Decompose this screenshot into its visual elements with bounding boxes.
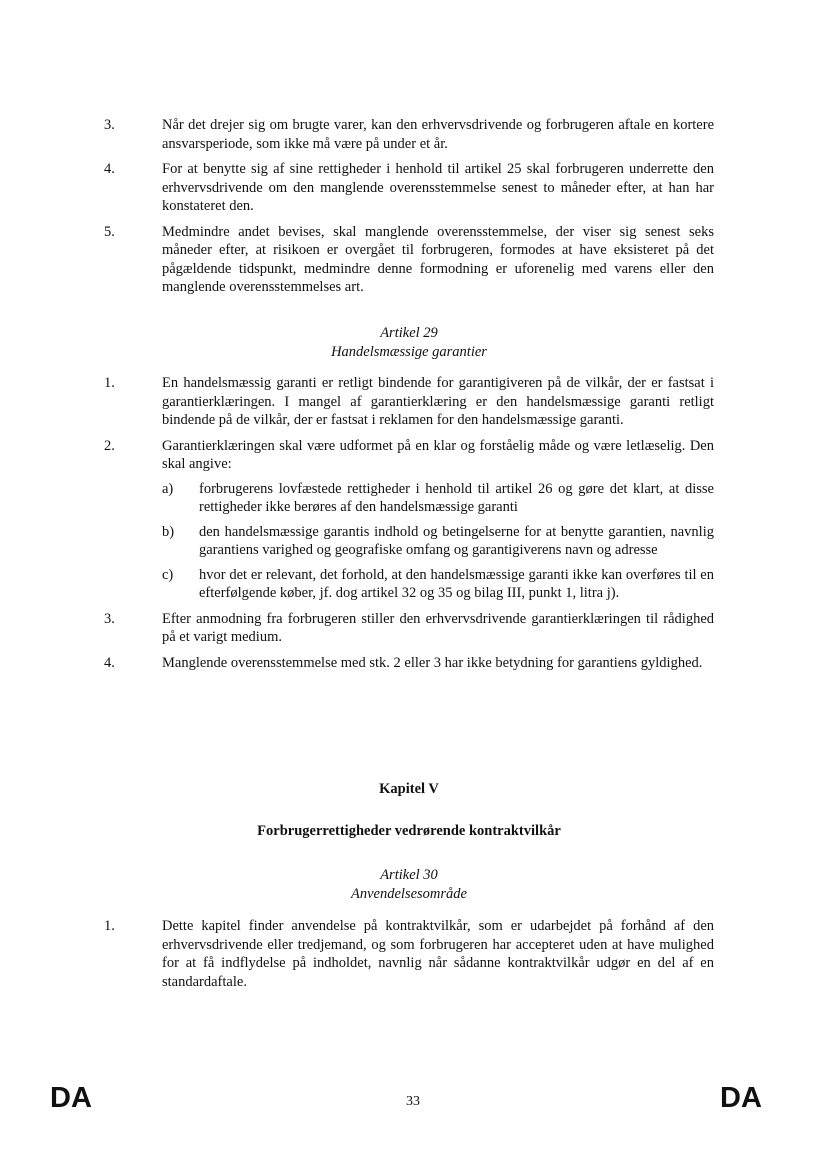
- item-number: 5.: [104, 223, 115, 240]
- item-text: For at benytte sig af sine rettigheder i henhold til artikel 25 skal forbrugeren underrette den erhvervsdrivende om den manglende overensstemmelse senest to måneder efter, at han har konstateret den.: [162, 161, 714, 214]
- footer-language-code-left: DA: [50, 1082, 92, 1114]
- sub-item-text: hvor det er relevant, det forhold, at den handelsmæssige garanti ikke kan overføres til en efterfølgende køber, jf. dog artikel 32 og 35 og bilag III, punkt 1, litra j).: [199, 566, 714, 601]
- article-29-number: Artikel 29: [380, 325, 438, 341]
- item-number: 4.: [104, 161, 115, 177]
- sub-item: [162, 566, 714, 603]
- chapter-label: Kapitel V: [379, 781, 439, 797]
- sub-item-text: den handelsmæssige garantis indhold og betingelserne for at benytte garantien, navnlig garantiens varighed og geografiske omfang og garantigiverens navn og adresse: [199, 523, 714, 558]
- item-text: Garantierklæringen skal være udformet på en klar og forståelig måde og være letlæselig. Den skal angive:: [162, 437, 714, 472]
- sub-item: [162, 523, 714, 560]
- list-item: [104, 610, 714, 647]
- item-body: [162, 437, 714, 603]
- list-item: [104, 917, 714, 991]
- item-number: 1.: [104, 918, 115, 934]
- sub-item-text: forbrugerens lovfæstede rettigheder i henhold til artikel 26 og gøre det klart, at disse rettigheder ikke berøres af den handelsmæssige garanti: [199, 480, 714, 515]
- item-number: 2.: [104, 437, 115, 454]
- chapter-title: Forbrugerrettigheder vedrørende kontraktvilkår: [257, 823, 561, 839]
- list-a: [104, 116, 714, 304]
- item-text: Dette kapitel finder anvendelse på kontraktvilkår, som er udarbejdet på forhånd af den erhvervsdrivende eller tredjemand, og som forbrugeren har accepteret uden at have mulighed for at få indflydelse på indholdet, navnlig når sådanne kontraktvilkår udgør en del af en standardaftale.: [162, 918, 714, 990]
- article-29-title: Handelsmæssige garantier: [331, 344, 487, 360]
- list-item: [104, 116, 714, 153]
- item-number: 1.: [104, 375, 115, 391]
- list-item: [104, 223, 714, 297]
- item-number: 3.: [104, 610, 115, 627]
- item-text: Efter anmodning fra forbrugeren stiller den erhvervsdrivende garantierklæringen til rådighed på et varigt medium.: [162, 610, 714, 645]
- sub-item-letter: b): [162, 523, 175, 540]
- item-text: Medmindre andet bevises, skal manglende overensstemmelse, der viser sig senest seks måneder efter, at risikoen er overgået til forbrugeren, formodes at have eksisteret på det pågældende tidspunkt, medmindre denne formodning er uforenelig med varens eller den manglende overensstemmelses art.: [162, 223, 714, 295]
- item-number: 3.: [104, 117, 115, 133]
- list-item: [104, 437, 714, 603]
- list-item: [104, 160, 714, 216]
- list-b: [104, 374, 714, 679]
- sub-item: [162, 480, 714, 517]
- article-30-number: Artikel 30: [380, 867, 438, 883]
- footer-language-code-right: DA: [720, 1082, 762, 1114]
- item-text: Når det drejer sig om brugte varer, kan den erhvervsdrivende og forbrugeren aftale en kortere ansvarsperiode, som ikke må være på under et år.: [162, 117, 714, 152]
- list-item: [104, 654, 714, 673]
- sub-item-letter: a): [162, 480, 174, 497]
- item-text: Manglende overensstemmelse med stk. 2 eller 3 har ikke betydning for garantiens gyldighed.: [162, 654, 703, 671]
- item-text: En handelsmæssig garanti er retligt bindende for garantigiveren på de vilkår, der er fastsat i garantierklæringen. I mangel af garantierklæring er den handelsmæssige garanti retligt bindende på de vilkår, der er fastsat i reklamen for den handelsmæssige garanti.: [162, 375, 714, 428]
- page-number: 33: [406, 1094, 420, 1109]
- sub-item-letter: c): [162, 566, 174, 583]
- list-c: [104, 917, 714, 998]
- item-number: 4.: [104, 654, 115, 671]
- article-30-title: Anvendelsesområde: [351, 886, 467, 902]
- list-item: [104, 374, 714, 430]
